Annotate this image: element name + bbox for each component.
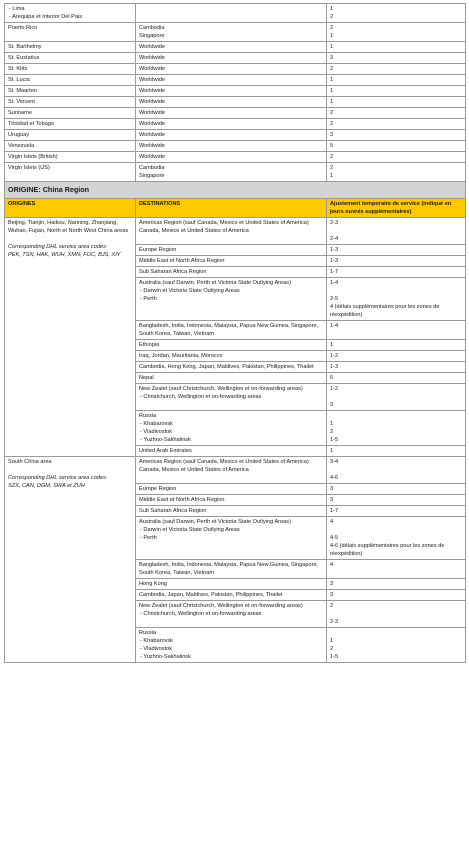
origin-name: St. Maarten — [8, 88, 37, 94]
destination-name: Worldwide — [139, 121, 166, 127]
days-cell — [327, 411, 466, 446]
line-text: 4 (délais supplémentaires pour les zones de réexpédition) — [330, 304, 440, 318]
days-cell — [327, 560, 466, 579]
section-title: ORIGINE: China Region — [5, 182, 466, 199]
sub-item: - Perth — [139, 534, 323, 542]
days-value: 2 — [330, 165, 334, 171]
origin-cell — [5, 152, 136, 163]
destination-cell — [136, 579, 327, 590]
destination-name: Worldwide — [139, 99, 166, 105]
days-cell — [327, 579, 466, 590]
destination-cell — [136, 373, 327, 384]
china-region-rows — [5, 218, 466, 663]
days-cell — [327, 23, 466, 42]
destination-cell — [136, 560, 327, 579]
destination-name: Worldwide — [139, 55, 166, 61]
days-value: 1 — [330, 6, 334, 12]
table-row — [5, 4, 466, 23]
line-text: Bangladesh, India, Indonesia, Malaysia, Papua New Guinea, Singapore, South Korea, Taiwan, Vietnam — [139, 562, 319, 576]
header-origins: ORIGINES — [5, 199, 136, 218]
origin-cell — [5, 64, 136, 75]
days-cell — [327, 4, 466, 23]
line-text: 1-3 — [330, 258, 339, 264]
line-text: Nepal — [139, 375, 154, 381]
line-text: 1-5 — [330, 437, 339, 443]
line-text: 3 — [330, 497, 334, 503]
days-cell — [327, 446, 466, 457]
service-codes-label: Corresponding DHL service area codes: — [8, 475, 108, 481]
sub-item: - Khabarovsk — [139, 420, 323, 428]
days-cell — [327, 97, 466, 108]
sub-item: - Christchurch, Wellington et on-forwarding areas — [139, 610, 323, 618]
destination-cell — [136, 351, 327, 362]
table-row — [5, 64, 466, 75]
days-cell — [327, 484, 466, 495]
days-cell — [327, 267, 466, 278]
origin-name: Venezuela — [8, 143, 35, 149]
destination-cell — [136, 4, 327, 23]
line-text: 2-4 — [330, 236, 339, 242]
line-text: Americas Region (sauf Canada, Mexico et United States of America) — [139, 459, 309, 465]
destination-cell — [136, 64, 327, 75]
destination-name: Worldwide — [139, 143, 166, 149]
destination-name: Worldwide — [139, 88, 166, 94]
header-destinations: DESTINATIONS — [136, 199, 327, 218]
table-row — [5, 163, 466, 182]
days-value: 2 — [330, 14, 334, 20]
line-text: 1-4 — [330, 323, 339, 329]
days-cell — [327, 141, 466, 152]
destination-cell — [136, 23, 327, 42]
destination-name: Worldwide — [139, 110, 166, 116]
destination-cell — [136, 321, 327, 340]
destination-cell — [136, 278, 327, 321]
line-text: 1-7 — [330, 269, 339, 275]
origin-name: St. Eustatius — [8, 55, 40, 61]
origin-cell — [5, 457, 136, 663]
table-row — [5, 53, 466, 64]
days-cell — [327, 152, 466, 163]
destination-name: Singapore — [139, 33, 165, 39]
days-value: 2 — [330, 154, 334, 160]
origin-name: St. Barthelmy — [8, 44, 42, 50]
table-row — [5, 23, 466, 42]
line-text: 4-6 — [330, 475, 339, 481]
destination-cell — [136, 517, 327, 560]
line-text: 2-3 — [330, 619, 339, 625]
line-text: 1 — [330, 638, 334, 644]
line-text: Australia (sauf Darwin, Perth et Victoria State Outlying Areas) — [139, 280, 291, 286]
destination-cell — [136, 75, 327, 86]
destination-cell — [136, 97, 327, 108]
line-text: 2-5 — [330, 296, 339, 302]
destination-name: Worldwide — [139, 132, 166, 138]
sub-item: - Vladivostok — [139, 428, 323, 436]
column-header-row — [5, 199, 466, 218]
destination-cell — [136, 411, 327, 446]
line-text: 3 — [330, 402, 334, 408]
line-text: 2-3 — [330, 220, 339, 226]
days-value: 2 — [330, 121, 334, 127]
line-text: United Arab Emirates — [139, 448, 192, 454]
origin-cell — [5, 75, 136, 86]
origin-name: St. Lucia — [8, 77, 30, 83]
days-cell — [327, 628, 466, 663]
origin-cell — [5, 23, 136, 42]
line-text: 1-3 — [330, 364, 339, 370]
destination-cell — [136, 119, 327, 130]
service-codes: PEK, TSN, HAK, WUH, XMN, FOC, BJS, XIY — [8, 252, 121, 258]
destination-cell — [136, 340, 327, 351]
origin-cell — [5, 42, 136, 53]
days-value: 2 — [330, 110, 334, 116]
days-cell — [327, 256, 466, 267]
days-cell — [327, 119, 466, 130]
service-codes: SZX, CAN, DGM, SWA et ZUH — [8, 483, 85, 489]
days-cell — [327, 506, 466, 517]
destination-name: Cambodia — [139, 25, 165, 31]
spacer — [330, 610, 462, 618]
table-row — [5, 97, 466, 108]
destination-cell — [136, 141, 327, 152]
sub-item: - Khabarovsk — [139, 637, 323, 645]
destination-cell — [136, 628, 327, 663]
line-text: Europe Region — [139, 247, 177, 253]
line-text: Russia — [139, 630, 157, 636]
destination-name: Cambodia — [139, 165, 165, 171]
destination-cell — [136, 495, 327, 506]
line-text: 1-2 — [330, 386, 339, 392]
line-text: Middle East et North Africa Region — [139, 497, 225, 503]
destination-cell — [136, 42, 327, 53]
destination-cell — [136, 53, 327, 64]
origin-cell — [5, 218, 136, 457]
spacer — [330, 227, 462, 235]
origin-subarea: - Lima — [8, 5, 132, 13]
line-text: Australia (sauf Darwin, Perth et Victoria State Outlying Areas) — [139, 519, 291, 525]
days-cell — [327, 53, 466, 64]
origin-name: St. Vincent — [8, 99, 35, 105]
sub-item: - Christchurch, Wellington et on-forwarding areas — [139, 393, 323, 401]
line-text: 2 — [330, 646, 334, 652]
line-text: 2 — [330, 603, 334, 609]
table-row — [5, 218, 466, 245]
line-text: Russia — [139, 413, 157, 419]
days-cell — [327, 457, 466, 484]
line-text: 1-4 — [330, 280, 339, 286]
line-text: Bangladesh, India, Indonesia, Malaysia, Papua New Guinea, Singapore, South Korea, Taiwan, Vietnam — [139, 323, 319, 337]
days-cell — [327, 373, 466, 384]
line-text: 4-5 — [330, 535, 339, 541]
line-text: 4 — [330, 519, 334, 525]
spacer — [330, 629, 462, 637]
destination-name: Worldwide — [139, 154, 166, 160]
sub-item: - Vladivostok — [139, 645, 323, 653]
days-value: 3 — [330, 132, 334, 138]
line-text: Ethiopia — [139, 342, 160, 348]
destination-name: Worldwide — [139, 66, 166, 72]
line-text: New Zealet (sauf Christchurch, Wellington et on-forwarding areas) — [139, 603, 303, 609]
table-row — [5, 42, 466, 53]
origin-subarea: - Arequipa et Interior Del Pais — [8, 13, 132, 21]
days-cell — [327, 590, 466, 601]
origin-cell — [5, 86, 136, 97]
destination-cell — [136, 384, 327, 411]
table-row — [5, 75, 466, 86]
header-adjustment: Ajustement temporaire de service (indiqué en jours ouvrés supplémentaires) — [327, 199, 466, 218]
line-text: 1-7 — [330, 508, 339, 514]
days-cell — [327, 351, 466, 362]
spacer — [330, 412, 462, 420]
line-text: Americas Region (sauf Canada, Mexico et United States of America) — [139, 220, 309, 226]
line-text: Canada, Mexico et United States of America — [139, 467, 249, 473]
line-text: Sub Saharan Africa Region — [139, 269, 207, 275]
line-text: New Zealet (sauf Christchurch, Wellington et on-forwarding areas) — [139, 386, 303, 392]
days-cell — [327, 245, 466, 256]
destination-cell — [136, 163, 327, 182]
days-value: 5 — [330, 143, 334, 149]
line-text: Hong Kong — [139, 581, 167, 587]
origin-cell — [5, 119, 136, 130]
origin-name: Uruguay — [8, 132, 30, 138]
days-cell — [327, 340, 466, 351]
origin-cell — [5, 130, 136, 141]
china-region-section — [5, 182, 466, 218]
days-cell — [327, 75, 466, 86]
line-text: Cambodia, Hong Kong, Japan, Maldives, Pakistan, Philippines, Thailet — [139, 364, 314, 370]
origin-name: Suriname — [8, 110, 32, 116]
line-text: 1-5 — [330, 654, 339, 660]
line-text: 2 — [330, 429, 334, 435]
line-text: 4-6 (délais supplémentaires pour les zones de réexpédition) — [330, 543, 445, 557]
days-cell — [327, 218, 466, 245]
spacer — [8, 466, 132, 474]
destination-name: Singapore — [139, 173, 165, 179]
spacer — [330, 393, 462, 401]
line-text: 1-3 — [330, 247, 339, 253]
destination-cell — [136, 108, 327, 119]
line-text: Europe Region — [139, 486, 177, 492]
line-text: 4 — [330, 562, 334, 568]
line-text: Sub Saharan Africa Region — [139, 508, 207, 514]
line-text: Cambodia, Japan, Maldives, Pakistan, Philippines, Thailet — [139, 592, 283, 598]
destination-cell — [136, 256, 327, 267]
line-text: 1 — [330, 342, 334, 348]
destination-cell — [136, 446, 327, 457]
table-row — [5, 152, 466, 163]
service-adjustment-table — [4, 3, 466, 663]
destination-cell — [136, 130, 327, 141]
days-cell — [327, 384, 466, 411]
origin-cell — [5, 53, 136, 64]
line-text: 1 — [330, 448, 334, 454]
sub-item: - Darwin et Victoria State Outlying Areas — [139, 287, 323, 295]
origin-name: Virgin Islets (British) — [8, 154, 58, 160]
origin-name: Puerto Rico — [8, 25, 38, 31]
origin-name: Trinidad et Tobago — [8, 121, 55, 127]
origin-cell — [5, 141, 136, 152]
table-row — [5, 108, 466, 119]
origin-cell — [5, 163, 136, 182]
line-text: 1-2 — [330, 353, 339, 359]
line-text: 3-4 — [330, 459, 339, 465]
days-cell — [327, 42, 466, 53]
destination-cell — [136, 245, 327, 256]
destination-cell — [136, 86, 327, 97]
days-cell — [327, 64, 466, 75]
destination-name: Worldwide — [139, 44, 166, 50]
days-value: 1 — [330, 173, 334, 179]
line-text: Canada, Mexico et United States of America — [139, 228, 249, 234]
days-value: 1 — [330, 77, 334, 83]
days-value: 1 — [330, 33, 334, 39]
days-cell — [327, 495, 466, 506]
table-row — [5, 457, 466, 484]
destination-name: Worldwide — [139, 77, 166, 83]
line-text: Middle East et North Africa Region — [139, 258, 225, 264]
days-cell — [327, 517, 466, 560]
spacer — [330, 526, 462, 534]
line-text: 1 — [330, 421, 334, 427]
line-text: 3 — [330, 581, 334, 587]
days-cell — [327, 108, 466, 119]
sub-item: - Yuzhno-Sakhalinsk — [139, 436, 323, 444]
origin-name: St. Kitts — [8, 66, 28, 72]
spacer — [330, 466, 462, 474]
spacer — [8, 235, 132, 243]
sub-item: - Perth — [139, 295, 323, 303]
destination-cell — [136, 484, 327, 495]
origin-name: Virgin Islets (US) — [8, 165, 50, 171]
line-text: 3 — [330, 486, 334, 492]
line-text: 3 — [330, 592, 334, 598]
days-value: 3 — [330, 55, 334, 61]
origin-areas: South China area — [8, 459, 52, 465]
days-value: 2 — [330, 66, 334, 72]
line-text: 6 — [330, 375, 334, 381]
destination-cell — [136, 218, 327, 245]
spacer — [330, 287, 462, 295]
days-cell — [327, 321, 466, 340]
destination-cell — [136, 601, 327, 628]
days-value: 1 — [330, 99, 334, 105]
days-cell — [327, 601, 466, 628]
days-cell — [327, 362, 466, 373]
service-codes-label: Corresponding DHL service area codes: — [8, 244, 108, 250]
previous-region-rows — [5, 4, 466, 182]
destination-cell — [136, 457, 327, 484]
days-cell — [327, 130, 466, 141]
origin-cell — [5, 4, 136, 23]
section-title-row — [5, 182, 466, 199]
destination-cell — [136, 362, 327, 373]
sub-item: - Yuzhno-Sakhalinsk — [139, 653, 323, 661]
destination-cell — [136, 590, 327, 601]
table-row — [5, 141, 466, 152]
table-row — [5, 86, 466, 97]
days-value: 1 — [330, 88, 334, 94]
destination-cell — [136, 267, 327, 278]
table-row — [5, 119, 466, 130]
sub-item: - Darwin et Victoria State Outlying Areas — [139, 526, 323, 534]
table-row — [5, 130, 466, 141]
days-cell — [327, 278, 466, 321]
days-cell — [327, 163, 466, 182]
days-value: 1 — [330, 44, 334, 50]
days-cell — [327, 86, 466, 97]
document-page — [4, 3, 465, 663]
origin-cell — [5, 108, 136, 119]
destination-cell — [136, 506, 327, 517]
origin-areas: Beijing, Tianjin, Haikou, Nanning, Zhanjiang, Wuhan, Fujian, North et North West China areas — [8, 220, 129, 234]
origin-cell — [5, 97, 136, 108]
days-value: 2 — [330, 25, 334, 31]
line-text: Iraq, Jordan, Mauritania, Morocco — [139, 353, 223, 359]
destination-cell — [136, 152, 327, 163]
